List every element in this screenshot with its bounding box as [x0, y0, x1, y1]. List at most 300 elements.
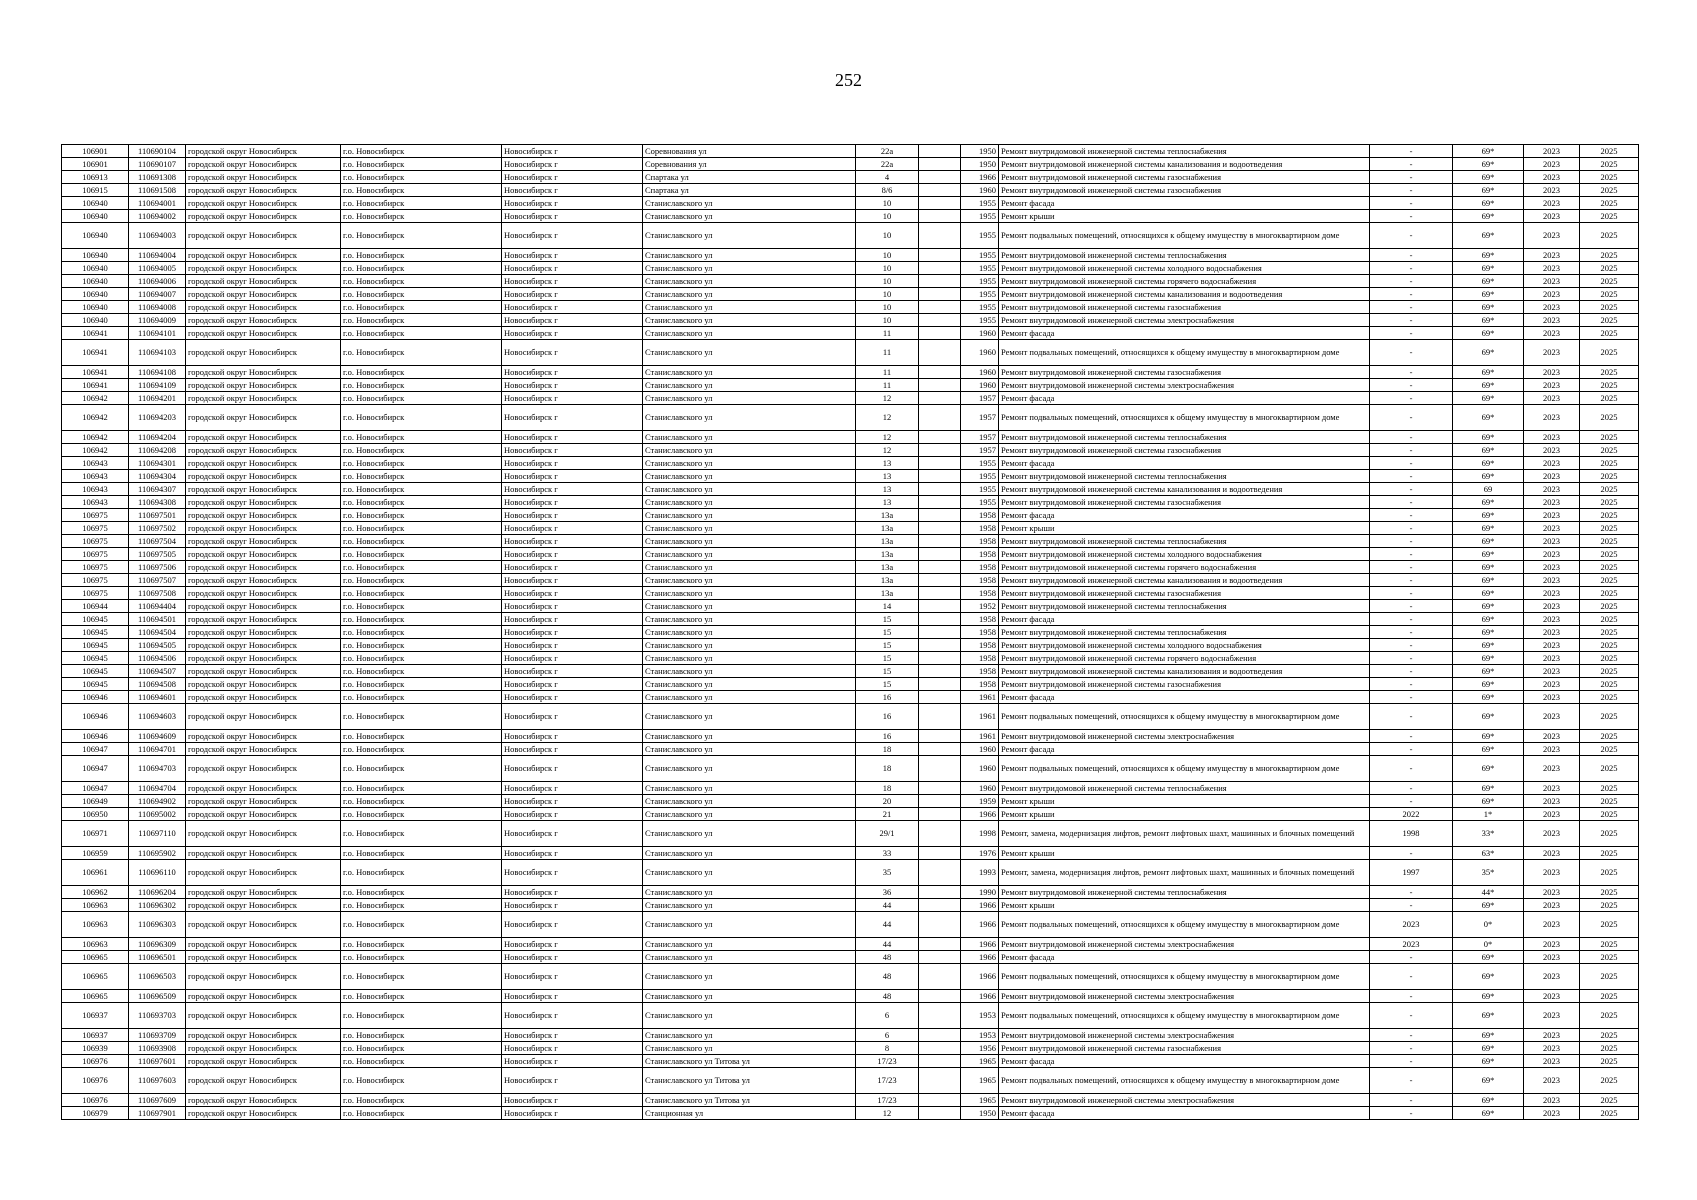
cell-wear-value: 69* — [1453, 509, 1524, 522]
cell-work-type: Ремонт фасада — [999, 1107, 1370, 1120]
cell-street: Станиславского ул — [643, 496, 856, 509]
cell-municipality: городской округ Новосибирск — [186, 548, 341, 561]
cell-urban-district: г.о. Новосибирск — [341, 314, 502, 327]
cell-work-type: Ремонт внутридомовой инженерной системы электроснабжения — [999, 1029, 1370, 1042]
cell-work-id: 110693703 — [129, 1003, 186, 1029]
cell-house-id: 106946 — [62, 691, 129, 704]
cell-last-repair-year: - — [1370, 223, 1453, 249]
cell-last-repair-year: - — [1370, 639, 1453, 652]
cell-house-id: 106975 — [62, 548, 129, 561]
cell-street: Спартака ул — [643, 171, 856, 184]
cell-plan-end: 2025 — [1580, 288, 1639, 301]
cell-street: Станиславского ул — [643, 808, 856, 821]
cell-house-number: 6 — [856, 1003, 919, 1029]
cell-municipality: городской округ Новосибирск — [186, 457, 341, 470]
cell-house-id: 106945 — [62, 639, 129, 652]
table-row — [62, 665, 1639, 678]
cell-house-id: 106942 — [62, 444, 129, 457]
table-row — [62, 522, 1639, 535]
cell-build-year: 1966 — [961, 899, 999, 912]
cell-build-year: 1966 — [961, 951, 999, 964]
cell-wear-value: 35* — [1453, 860, 1524, 886]
cell-plan-end: 2025 — [1580, 405, 1639, 431]
cell-street: Станиславского ул — [643, 249, 856, 262]
cell-house-number: 13 — [856, 470, 919, 483]
cell-work-id: 110694507 — [129, 665, 186, 678]
cell-plan-start: 2023 — [1524, 561, 1580, 574]
cell-work-type: Ремонт крыши — [999, 808, 1370, 821]
cell-plan-start: 2023 — [1524, 171, 1580, 184]
cell-house-id: 106971 — [62, 821, 129, 847]
cell-last-repair-year: - — [1370, 379, 1453, 392]
cell-urban-district: г.о. Новосибирск — [341, 444, 502, 457]
cell-plan-end: 2025 — [1580, 678, 1639, 691]
cell-urban-district: г.о. Новосибирск — [341, 821, 502, 847]
cell-build-year: 1956 — [961, 1042, 999, 1055]
cell-municipality: городской округ Новосибирск — [186, 496, 341, 509]
cell-house-number: 22а — [856, 158, 919, 171]
cell-wear-value: 69* — [1453, 379, 1524, 392]
cell-plan-start: 2023 — [1524, 821, 1580, 847]
cell-build-year: 1960 — [961, 756, 999, 782]
cell-locality: Новосибирск г — [502, 431, 643, 444]
cell-plan-start: 2023 — [1524, 288, 1580, 301]
cell-urban-district: г.о. Новосибирск — [341, 678, 502, 691]
cell-urban-district: г.о. Новосибирск — [341, 496, 502, 509]
cell-street: Станиславского ул — [643, 1042, 856, 1055]
cell-urban-district: г.о. Новосибирск — [341, 249, 502, 262]
cell-urban-district: г.о. Новосибирск — [341, 223, 502, 249]
table-row — [62, 1003, 1639, 1029]
cell-blank — [919, 639, 961, 652]
cell-street: Станиславского ул — [643, 899, 856, 912]
cell-last-repair-year: - — [1370, 795, 1453, 808]
cell-locality: Новосибирск г — [502, 1055, 643, 1068]
cell-locality: Новосибирск г — [502, 691, 643, 704]
cell-build-year: 1955 — [961, 223, 999, 249]
cell-locality: Новосибирск г — [502, 327, 643, 340]
cell-plan-start: 2023 — [1524, 1068, 1580, 1094]
cell-plan-start: 2023 — [1524, 613, 1580, 626]
cell-work-type: Ремонт внутридомовой инженерной системы электроснабжения — [999, 990, 1370, 1003]
cell-street: Станиславского ул — [643, 626, 856, 639]
cell-house-id: 106965 — [62, 990, 129, 1003]
cell-blank — [919, 847, 961, 860]
page-number: 252 — [835, 70, 862, 90]
cell-plan-end: 2025 — [1580, 158, 1639, 171]
cell-house-id: 106942 — [62, 405, 129, 431]
cell-house-number: 10 — [856, 249, 919, 262]
cell-municipality: городской округ Новосибирск — [186, 288, 341, 301]
cell-street: Станиславского ул — [643, 600, 856, 613]
cell-last-repair-year: - — [1370, 1094, 1453, 1107]
cell-work-id: 110693908 — [129, 1042, 186, 1055]
cell-wear-value: 69* — [1453, 444, 1524, 457]
cell-last-repair-year: - — [1370, 600, 1453, 613]
cell-work-type: Ремонт внутридомовой инженерной системы теплоснабжения — [999, 249, 1370, 262]
cell-locality: Новосибирск г — [502, 808, 643, 821]
cell-plan-start: 2023 — [1524, 964, 1580, 990]
cell-municipality: городской округ Новосибирск — [186, 366, 341, 379]
cell-work-id: 110694308 — [129, 496, 186, 509]
cell-locality: Новосибирск г — [502, 145, 643, 158]
cell-house-id: 106915 — [62, 184, 129, 197]
cell-blank — [919, 145, 961, 158]
table-row — [62, 990, 1639, 1003]
cell-locality: Новосибирск г — [502, 1107, 643, 1120]
cell-street: Станиславского ул Титова ул — [643, 1055, 856, 1068]
cell-work-id: 110694902 — [129, 795, 186, 808]
cell-wear-value: 69* — [1453, 288, 1524, 301]
cell-urban-district: г.о. Новосибирск — [341, 652, 502, 665]
cell-plan-start: 2023 — [1524, 1107, 1580, 1120]
cell-urban-district: г.о. Новосибирск — [341, 171, 502, 184]
cell-blank — [919, 613, 961, 626]
table-row — [62, 1042, 1639, 1055]
cell-house-number: 12 — [856, 405, 919, 431]
cell-street: Станиславского ул — [643, 379, 856, 392]
cell-house-number: 15 — [856, 665, 919, 678]
cell-urban-district: г.о. Новосибирск — [341, 392, 502, 405]
cell-street: Станиславского ул — [643, 613, 856, 626]
cell-house-id: 106945 — [62, 626, 129, 639]
cell-municipality: городской округ Новосибирск — [186, 847, 341, 860]
cell-build-year: 1955 — [961, 483, 999, 496]
cell-work-id: 110697601 — [129, 1055, 186, 1068]
table-row — [62, 951, 1639, 964]
cell-build-year: 1955 — [961, 314, 999, 327]
cell-street: Станиславского ул — [643, 860, 856, 886]
cell-street: Станиславского ул — [643, 886, 856, 899]
cell-plan-start: 2023 — [1524, 574, 1580, 587]
cell-urban-district: г.о. Новосибирск — [341, 457, 502, 470]
cell-street: Станиславского ул — [643, 691, 856, 704]
cell-wear-value: 69* — [1453, 210, 1524, 223]
cell-wear-value: 63* — [1453, 847, 1524, 860]
cell-work-type: Ремонт внутридомовой инженерной системы горячего водоснабжения — [999, 652, 1370, 665]
cell-urban-district: г.о. Новосибирск — [341, 1094, 502, 1107]
cell-last-repair-year: - — [1370, 587, 1453, 600]
cell-municipality: городской округ Новосибирск — [186, 197, 341, 210]
cell-house-id: 106939 — [62, 1042, 129, 1055]
cell-street: Станиславского ул — [643, 847, 856, 860]
cell-house-id: 106901 — [62, 145, 129, 158]
cell-urban-district: г.о. Новосибирск — [341, 288, 502, 301]
cell-last-repair-year: - — [1370, 340, 1453, 366]
cell-plan-start: 2023 — [1524, 678, 1580, 691]
cell-municipality: городской округ Новосибирск — [186, 249, 341, 262]
cell-house-number: 48 — [856, 951, 919, 964]
cell-last-repair-year: - — [1370, 782, 1453, 795]
cell-work-id: 110694006 — [129, 275, 186, 288]
table-row — [62, 691, 1639, 704]
cell-plan-end: 2025 — [1580, 1068, 1639, 1094]
cell-municipality: городской округ Новосибирск — [186, 990, 341, 1003]
cell-plan-end: 2025 — [1580, 1029, 1639, 1042]
cell-build-year: 1961 — [961, 704, 999, 730]
table-row — [62, 678, 1639, 691]
cell-house-id: 106940 — [62, 288, 129, 301]
cell-build-year: 1955 — [961, 249, 999, 262]
cell-build-year: 1950 — [961, 145, 999, 158]
cell-municipality: городской округ Новосибирск — [186, 1055, 341, 1068]
cell-build-year: 1958 — [961, 665, 999, 678]
cell-locality: Новосибирск г — [502, 1094, 643, 1107]
cell-work-type: Ремонт внутридомовой инженерной системы канализования и водоотведения — [999, 665, 1370, 678]
cell-blank — [919, 327, 961, 340]
cell-urban-district: г.о. Новосибирск — [341, 1055, 502, 1068]
cell-street: Станиславского ул — [643, 730, 856, 743]
cell-build-year: 1955 — [961, 275, 999, 288]
cell-street: Станиславского ул — [643, 223, 856, 249]
cell-blank — [919, 743, 961, 756]
cell-wear-value: 69* — [1453, 964, 1524, 990]
cell-last-repair-year: - — [1370, 327, 1453, 340]
cell-work-type: Ремонт, замена, модернизация лифтов, ремонт лифтовых шахт, машинных и блочных помещений — [999, 860, 1370, 886]
cell-plan-start: 2023 — [1524, 756, 1580, 782]
table-row — [62, 184, 1639, 197]
cell-plan-end: 2025 — [1580, 275, 1639, 288]
cell-house-id: 106976 — [62, 1094, 129, 1107]
cell-house-number: 44 — [856, 899, 919, 912]
cell-plan-end: 2025 — [1580, 782, 1639, 795]
cell-plan-end: 2025 — [1580, 756, 1639, 782]
cell-work-id: 110696509 — [129, 990, 186, 1003]
cell-build-year: 1966 — [961, 938, 999, 951]
cell-blank — [919, 457, 961, 470]
cell-street: Соревнования ул — [643, 145, 856, 158]
cell-locality: Новосибирск г — [502, 262, 643, 275]
cell-last-repair-year: - — [1370, 704, 1453, 730]
cell-work-type: Ремонт внутридомовой инженерной системы канализования и водоотведения — [999, 483, 1370, 496]
cell-work-id: 110694501 — [129, 613, 186, 626]
cell-municipality: городской округ Новосибирск — [186, 509, 341, 522]
table-row — [62, 639, 1639, 652]
cell-locality: Новосибирск г — [502, 366, 643, 379]
cell-municipality: городской округ Новосибирск — [186, 821, 341, 847]
cell-street: Станиславского ул — [643, 197, 856, 210]
cell-work-type: Ремонт внутридомовой инженерной системы газоснабжения — [999, 678, 1370, 691]
cell-plan-start: 2023 — [1524, 704, 1580, 730]
cell-locality: Новосибирск г — [502, 704, 643, 730]
table-row — [62, 483, 1639, 496]
cell-locality: Новосибирск г — [502, 158, 643, 171]
cell-urban-district: г.о. Новосибирск — [341, 899, 502, 912]
cell-work-id: 110694505 — [129, 639, 186, 652]
cell-urban-district: г.о. Новосибирск — [341, 574, 502, 587]
cell-wear-value: 69* — [1453, 158, 1524, 171]
cell-work-id: 110694404 — [129, 600, 186, 613]
table-row — [62, 366, 1639, 379]
cell-plan-end: 2025 — [1580, 821, 1639, 847]
cell-locality: Новосибирск г — [502, 379, 643, 392]
cell-last-repair-year: - — [1370, 314, 1453, 327]
cell-municipality: городской округ Новосибирск — [186, 1003, 341, 1029]
cell-house-id: 106946 — [62, 730, 129, 743]
cell-plan-end: 2025 — [1580, 470, 1639, 483]
cell-municipality: городской округ Новосибирск — [186, 340, 341, 366]
cell-urban-district: г.о. Новосибирск — [341, 886, 502, 899]
cell-plan-start: 2023 — [1524, 730, 1580, 743]
cell-work-id: 110696503 — [129, 964, 186, 990]
cell-blank — [919, 197, 961, 210]
cell-plan-end: 2025 — [1580, 223, 1639, 249]
cell-plan-end: 2025 — [1580, 808, 1639, 821]
cell-build-year: 1960 — [961, 743, 999, 756]
cell-urban-district: г.о. Новосибирск — [341, 470, 502, 483]
cell-wear-value: 69* — [1453, 314, 1524, 327]
cell-build-year: 1958 — [961, 522, 999, 535]
cell-work-type: Ремонт фасада — [999, 197, 1370, 210]
cell-build-year: 1958 — [961, 574, 999, 587]
cell-plan-start: 2023 — [1524, 509, 1580, 522]
cell-plan-end: 2025 — [1580, 262, 1639, 275]
cell-house-id: 106947 — [62, 756, 129, 782]
cell-house-number: 15 — [856, 613, 919, 626]
cell-plan-start: 2023 — [1524, 587, 1580, 600]
cell-street: Станиславского ул — [643, 444, 856, 457]
cell-work-id: 110694009 — [129, 314, 186, 327]
cell-urban-district: г.о. Новосибирск — [341, 483, 502, 496]
table-row — [62, 496, 1639, 509]
cell-blank — [919, 340, 961, 366]
table-row — [62, 1055, 1639, 1068]
cell-work-id: 110694508 — [129, 678, 186, 691]
cell-work-id: 110694002 — [129, 210, 186, 223]
cell-work-type: Ремонт внутридомовой инженерной системы канализования и водоотведения — [999, 158, 1370, 171]
cell-house-id: 106975 — [62, 587, 129, 600]
cell-work-type: Ремонт внутридомовой инженерной системы теплоснабжения — [999, 145, 1370, 158]
cell-build-year: 1953 — [961, 1029, 999, 1042]
cell-house-number: 8 — [856, 1042, 919, 1055]
cell-house-number: 17/23 — [856, 1055, 919, 1068]
cell-last-repair-year: - — [1370, 652, 1453, 665]
cell-wear-value: 69* — [1453, 782, 1524, 795]
cell-municipality: городской округ Новосибирск — [186, 444, 341, 457]
cell-house-number: 17/23 — [856, 1094, 919, 1107]
cell-municipality: городской округ Новосибирск — [186, 587, 341, 600]
cell-locality: Новосибирск г — [502, 522, 643, 535]
cell-build-year: 1958 — [961, 509, 999, 522]
cell-plan-start: 2023 — [1524, 392, 1580, 405]
cell-plan-start: 2023 — [1524, 158, 1580, 171]
cell-work-id: 110694001 — [129, 197, 186, 210]
cell-plan-end: 2025 — [1580, 600, 1639, 613]
cell-plan-start: 2023 — [1524, 535, 1580, 548]
cell-locality: Новосибирск г — [502, 886, 643, 899]
cell-plan-start: 2023 — [1524, 912, 1580, 938]
cell-work-id: 110694004 — [129, 249, 186, 262]
cell-last-repair-year: - — [1370, 899, 1453, 912]
cell-municipality: городской округ Новосибирск — [186, 184, 341, 197]
cell-build-year: 1965 — [961, 1068, 999, 1094]
cell-urban-district: г.о. Новосибирск — [341, 1068, 502, 1094]
cell-blank — [919, 171, 961, 184]
cell-plan-start: 2023 — [1524, 483, 1580, 496]
cell-municipality: городской округ Новосибирск — [186, 938, 341, 951]
cell-street: Станиславского ул — [643, 951, 856, 964]
cell-municipality: городской округ Новосибирск — [186, 600, 341, 613]
cell-work-id: 110694203 — [129, 405, 186, 431]
cell-work-type: Ремонт внутридомовой инженерной системы газоснабжения — [999, 366, 1370, 379]
cell-street: Станиславского ул — [643, 704, 856, 730]
cell-wear-value: 69* — [1453, 1055, 1524, 1068]
cell-plan-start: 2023 — [1524, 743, 1580, 756]
cell-blank — [919, 223, 961, 249]
cell-work-type: Ремонт внутридомовой инженерной системы холодного водоснабжения — [999, 639, 1370, 652]
table-row — [62, 379, 1639, 392]
cell-municipality: городской округ Новосибирск — [186, 470, 341, 483]
cell-work-type: Ремонт внутридомовой инженерной системы электроснабжения — [999, 730, 1370, 743]
cell-wear-value: 69* — [1453, 899, 1524, 912]
cell-last-repair-year: - — [1370, 197, 1453, 210]
cell-blank — [919, 912, 961, 938]
table-row — [62, 444, 1639, 457]
cell-last-repair-year: - — [1370, 1029, 1453, 1042]
cell-house-number: 6 — [856, 1029, 919, 1042]
cell-work-type: Ремонт внутридомовой инженерной системы электроснабжения — [999, 938, 1370, 951]
cell-municipality: городской округ Новосибирск — [186, 795, 341, 808]
cell-locality: Новосибирск г — [502, 275, 643, 288]
table-row — [62, 249, 1639, 262]
cell-work-type: Ремонт крыши — [999, 899, 1370, 912]
cell-blank — [919, 1042, 961, 1055]
cell-urban-district: г.о. Новосибирск — [341, 340, 502, 366]
cell-blank — [919, 795, 961, 808]
cell-build-year: 1955 — [961, 197, 999, 210]
cell-work-id: 110694301 — [129, 457, 186, 470]
cell-house-id: 106949 — [62, 795, 129, 808]
cell-blank — [919, 899, 961, 912]
cell-blank — [919, 275, 961, 288]
cell-urban-district: г.о. Новосибирск — [341, 691, 502, 704]
cell-house-id: 106945 — [62, 665, 129, 678]
cell-build-year: 1960 — [961, 184, 999, 197]
cell-urban-district: г.о. Новосибирск — [341, 210, 502, 223]
table-row — [62, 938, 1639, 951]
cell-house-id: 106945 — [62, 652, 129, 665]
cell-street: Станиславского ул — [643, 314, 856, 327]
cell-house-number: 18 — [856, 743, 919, 756]
cell-house-id: 106941 — [62, 366, 129, 379]
cell-plan-end: 2025 — [1580, 1003, 1639, 1029]
cell-work-type: Ремонт внутридомовой инженерной системы теплоснабжения — [999, 600, 1370, 613]
cell-plan-end: 2025 — [1580, 561, 1639, 574]
cell-work-type: Ремонт внутридомовой инженерной системы газоснабжения — [999, 184, 1370, 197]
cell-blank — [919, 522, 961, 535]
cell-plan-start: 2023 — [1524, 145, 1580, 158]
cell-build-year: 1993 — [961, 860, 999, 886]
cell-locality: Новосибирск г — [502, 639, 643, 652]
cell-last-repair-year: - — [1370, 561, 1453, 574]
cell-municipality: городской округ Новосибирск — [186, 639, 341, 652]
cell-plan-start: 2023 — [1524, 795, 1580, 808]
cell-wear-value: 0* — [1453, 938, 1524, 951]
cell-street: Станиславского ул — [643, 340, 856, 366]
cell-locality: Новосибирск г — [502, 548, 643, 561]
cell-house-id: 106942 — [62, 392, 129, 405]
cell-blank — [919, 808, 961, 821]
cell-blank — [919, 210, 961, 223]
cell-urban-district: г.о. Новосибирск — [341, 1029, 502, 1042]
capital-repair-table — [61, 144, 1639, 1120]
cell-work-id: 110694108 — [129, 366, 186, 379]
cell-blank — [919, 496, 961, 509]
cell-urban-district: г.о. Новосибирск — [341, 1042, 502, 1055]
cell-street: Станиславского ул — [643, 1029, 856, 1042]
cell-work-type: Ремонт внутридомовой инженерной системы электроснабжения — [999, 379, 1370, 392]
cell-plan-start: 2023 — [1524, 652, 1580, 665]
